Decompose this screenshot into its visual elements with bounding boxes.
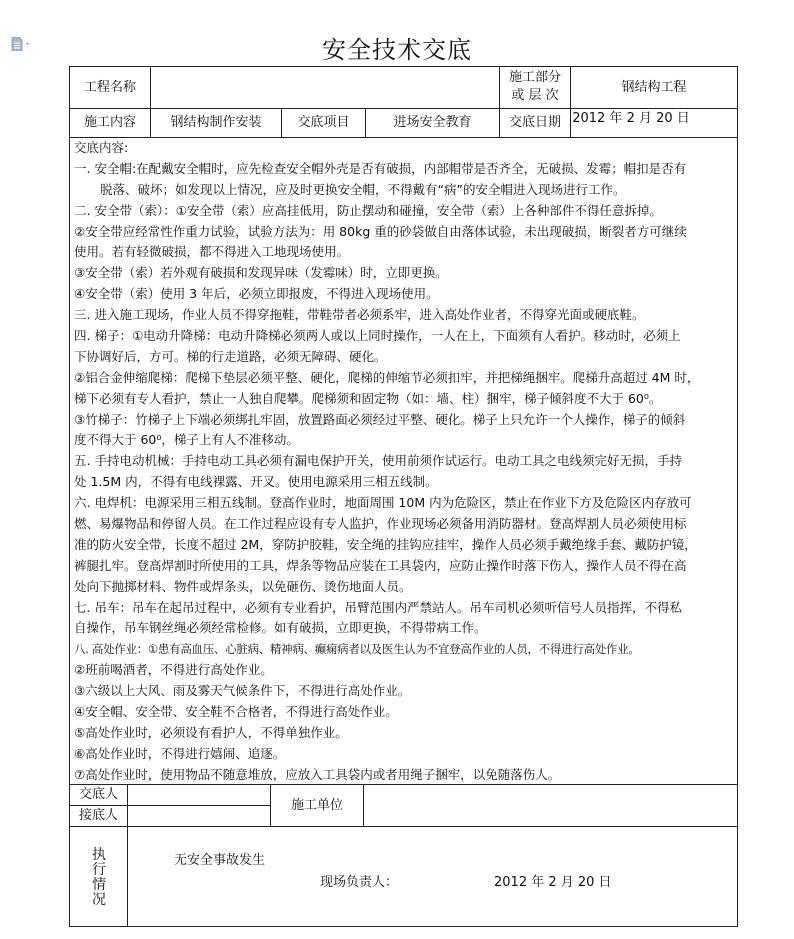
content-line: 一. 安全帽:在配戴安全帽时，应先检查安全帽外壳是否有破损，内部帽带是否齐全，无破损、发霉；帽扣是否有 xyxy=(74,160,687,176)
content-line: ③竹梯子：竹梯子上下端必须绑扎牢固，放置路面必须经过平整、硬化。梯子上只允许一个人操作，梯子的倾斜 xyxy=(74,411,686,427)
site-manager-label: 现场负责人： xyxy=(320,875,399,890)
receiver-label: 接底人 xyxy=(78,808,118,823)
content-line: 自操作，吊车钢丝绳必须经常检修。如有破损，立即更换，不得带病工作。 xyxy=(74,620,487,636)
content-line: 七. 吊车：吊车在起吊过程中，必须有专业看护，吊臂范围内严禁站人。吊车司机必须听信号人员指挥，不得私 xyxy=(74,599,682,615)
disclosure-date-value: 2012 年 2 月 20 日 xyxy=(572,111,690,126)
content-line: 燃、易爆物品和停留人员。在工作过程应设有专人监护，作业现场必须备用消防器材。登高焊割人员必须使用标 xyxy=(74,516,687,532)
construction-content-label: 施工内容 xyxy=(83,115,136,130)
content-line: 八. 高处作业：①患有高血压、心脏病、精神病、癫痫病者以及医生认为不宜登高作业的人员，不得进行高处作业。 xyxy=(74,642,640,657)
content-line: ②铝合金伸缩爬梯：爬梯下垫层必须平整、硬化，爬梯的伸缩节必须扣牢，并把梯绳捆牢。爬梯升高超过 4M 时， xyxy=(74,369,700,385)
construction-part-label: 施工部分 或 层 次 xyxy=(508,70,561,103)
content-line: 梯下必须有专人看护，禁止一人独自爬攀。爬梯须和固定物（如：墙、柱）捆牢，梯子倾斜度不大于 60⁰。 xyxy=(74,390,662,406)
disclosure-content xyxy=(74,138,734,786)
content-line: 准的防火安全带，长度不超过 2M，穿防护胶鞋，安全绳的挂钩应挂牢，操作人员必须手戴绝缘手套、戴防护镜， xyxy=(74,536,697,552)
content-line: 脱落、破坏；如发现以上情况，应及时更换安全帽，不得戴有“病”的安全帽进入现场进行工作。 xyxy=(100,181,626,197)
content-line: ④安全带（索）使用 3 年后，必须立即报废，不得进入现场使用。 xyxy=(74,286,439,302)
content-line: ②班前喝酒者，不得进行高处作业。 xyxy=(74,662,273,678)
content-line: ②安全带应经常性作重力试验，试验方法为：用 80kg 重的砂袋做自由落体试验，未出现破损，断裂者方可继续 xyxy=(74,223,687,239)
disclosure-date-label: 交底日期 xyxy=(508,115,561,130)
project-name-label: 工程名称 xyxy=(83,79,136,95)
content-line: 处向下抛掷材料、物件或焊条头，以免砸伤、烫伤地面人员。 xyxy=(74,578,412,594)
discloser-label: 交底人 xyxy=(78,787,118,802)
content-line: 使用。若有轻微破损，都不得进入工地现场使用。 xyxy=(74,244,350,260)
disclosure-item-label: 交底项目 xyxy=(297,115,350,130)
content-line: 下协调好后，方可。梯的行走道路，必须无障碍、硬化。 xyxy=(74,348,387,364)
content-line: 度不得大于 60⁰，梯子上有人不准移动。 xyxy=(74,432,299,448)
execution-status-text: 无安全事故发生 xyxy=(174,853,266,868)
content-line: 三. 进入施工现场，作业人员不得穿拖鞋，带鞋带者必须系牢，进入高处作业者，不得穿光面或硬底鞋。 xyxy=(74,307,645,323)
project-name-value xyxy=(151,67,499,108)
disclosure-item-value: 进场安全教育 xyxy=(393,115,472,130)
content-line: 四. 梯子：①电动升降梯：电动升降梯必须两人或以上同时操作，一人在上，下面须有人看护。移动时，必须上 xyxy=(74,328,681,344)
content-line: ④安全帽、安全带、安全鞋不合格者，不得进行高处作业。 xyxy=(74,704,398,720)
construction-part-value: 钢结构工程 xyxy=(621,79,687,95)
content-line: 六. 电焊机：电源采用三相五线制。登高作业时，地面周围 10M 内为危险区，禁止在作业下方及危险区内存放可 xyxy=(74,495,692,511)
content-line: 裤腿扎牢。登高焊割时所使用的工具，焊条等物品应装在工具袋内，应防止操作时落下伤人，操作人员不得在高 xyxy=(74,557,687,573)
construction-content-value: 钢结构制作安装 xyxy=(170,115,262,130)
content-line: ⑥高处作业时，不得进行嬉闹、追逐。 xyxy=(74,745,286,761)
content-line: ③六级以上大风、雨及雾天气候条件下，不得进行高处作业。 xyxy=(74,683,411,699)
page-title: 安全技术交底 xyxy=(322,36,472,64)
content-line: 交底内容: xyxy=(74,140,129,155)
execution-status-label: 执 行 情 况 xyxy=(92,847,106,908)
content-line: 处 1.5M 内，不得有电线裸露、开叉。使用电源采用三相五线制。 xyxy=(74,474,438,490)
construction-unit-label: 施工单位 xyxy=(290,797,343,813)
content-line: ⑤高处作业时，必须设有看护人，不得单独作业。 xyxy=(74,724,348,740)
content-line: 二. 安全带（索）：①安全带（索）应高挂低用，防止摆动和碰撞，安全带（索）上各种部件不得任意拆掉。 xyxy=(74,202,662,218)
content-line: 五. 手持电动机械：手持电动工具必须有漏电保护开关，使用前须作试运行。电动工具之电线须完好无损，手持 xyxy=(74,453,682,469)
site-manager-date: 2012 年 2 月 20 日 xyxy=(494,875,612,890)
content-line: ⑦高处作业时，使用物品不随意堆放，应放入工具袋内或者用绳子捆牢，以免随落伤人。 xyxy=(74,766,561,782)
content-line: ③安全带（索）若外观有破损和发现异味（发霉味）时，立即更换。 xyxy=(74,265,448,281)
